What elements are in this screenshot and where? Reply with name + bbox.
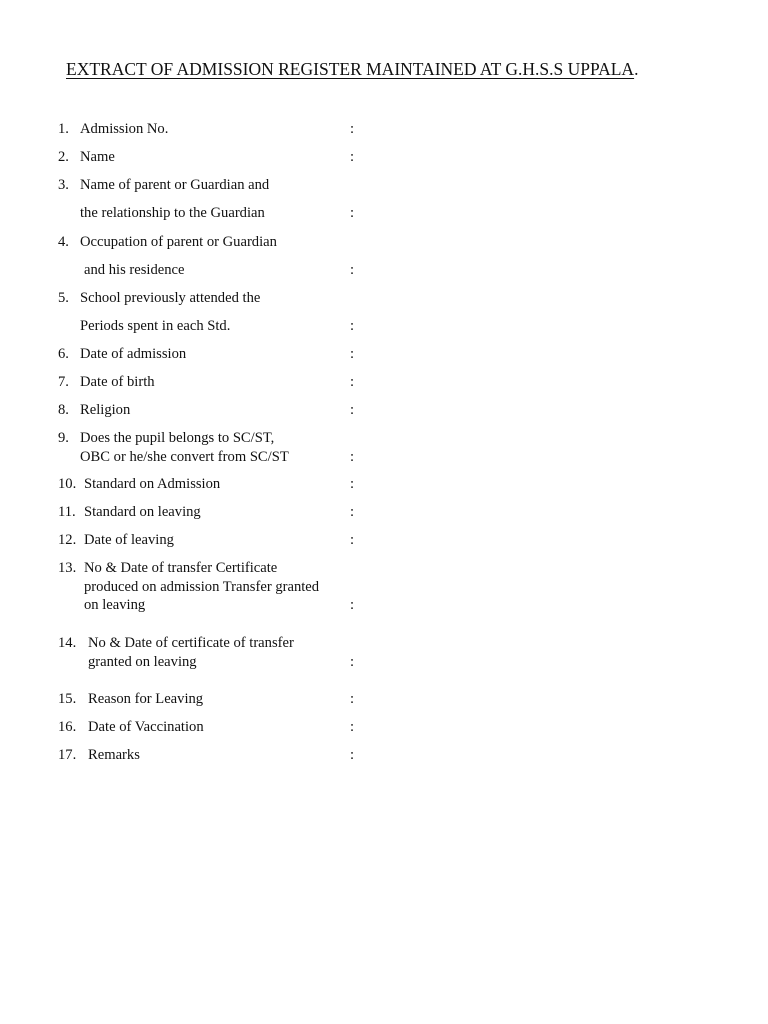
item-separator: : (350, 476, 355, 492)
item-number: 5. (58, 290, 69, 306)
item-separator: : (350, 262, 355, 278)
item-separator: : (350, 402, 355, 418)
item-number: 16. (58, 719, 77, 735)
item-label-line: produced on admission Transfer granted (84, 579, 320, 595)
item-number: 3. (58, 177, 69, 193)
item-label-line: No & Date of transfer Certificate (84, 560, 278, 576)
document-title-text: EXTRACT OF ADMISSION REGISTER MAINTAINED AT G.H.S.S UPPALA (66, 59, 635, 79)
item-separator: : (350, 532, 355, 548)
item-separator: : (350, 691, 355, 707)
item-label-line: No & Date of certificate of transfer (88, 635, 294, 651)
item-number: 17. (58, 747, 77, 763)
item-separator: : (350, 654, 355, 670)
item-label-line: Date of admission (80, 346, 187, 362)
item-label-line: Date of leaving (84, 532, 174, 548)
item-label-line: Does the pupil belongs to SC/ST, (80, 430, 275, 446)
item-separator: : (350, 346, 355, 362)
item-label-line: School previously attended the (80, 290, 261, 306)
document-title-period: . (634, 59, 639, 79)
item-label-line: OBC or he/she convert from SC/ST (80, 449, 289, 465)
item-label-line: Occupation of parent or Guardian (80, 234, 277, 250)
item-label-line: Name of parent or Guardian and (80, 177, 270, 193)
item-label-line: Standard on Admission (84, 476, 221, 492)
document-title (66, 59, 638, 80)
item-number: 14. (58, 635, 77, 651)
item-number: 6. (58, 346, 69, 362)
item-number: 13. (58, 560, 77, 576)
item-label-line: Date of Vaccination (88, 719, 204, 735)
item-label-line: Admission No. (80, 121, 169, 137)
item-label-line: Name (80, 149, 115, 165)
item-separator: : (350, 374, 355, 390)
item-separator: : (350, 504, 355, 520)
item-number: 11. (58, 504, 76, 520)
item-number: 10. (58, 476, 77, 492)
item-label-line: granted on leaving (88, 654, 197, 670)
item-label-line: on leaving (84, 597, 146, 613)
item-label-line: Date of birth (80, 374, 155, 390)
item-label-line: Standard on leaving (84, 504, 201, 520)
item-number: 12. (58, 532, 77, 548)
item-separator: : (350, 449, 355, 465)
item-label-line: Reason for Leaving (88, 691, 204, 707)
item-separator: : (350, 597, 355, 613)
item-separator: : (350, 121, 355, 137)
item-number: 9. (58, 430, 69, 446)
item-separator: : (350, 747, 355, 763)
item-label-line: Religion (80, 402, 131, 418)
item-number: 7. (58, 374, 69, 390)
item-label-line: the relationship to the Guardian (80, 205, 265, 221)
item-number: 15. (58, 691, 77, 707)
item-number: 1. (58, 121, 69, 137)
item-separator: : (350, 318, 355, 334)
item-separator: : (350, 205, 355, 221)
item-number: 2. (58, 149, 69, 165)
item-label-line: Periods spent in each Std. (80, 318, 231, 334)
item-number: 4. (58, 234, 69, 250)
item-separator: : (350, 719, 355, 735)
item-label-line: Remarks (88, 747, 140, 763)
item-separator: : (350, 149, 355, 165)
item-number: 8. (58, 402, 69, 418)
item-label-line: and his residence (84, 262, 185, 278)
